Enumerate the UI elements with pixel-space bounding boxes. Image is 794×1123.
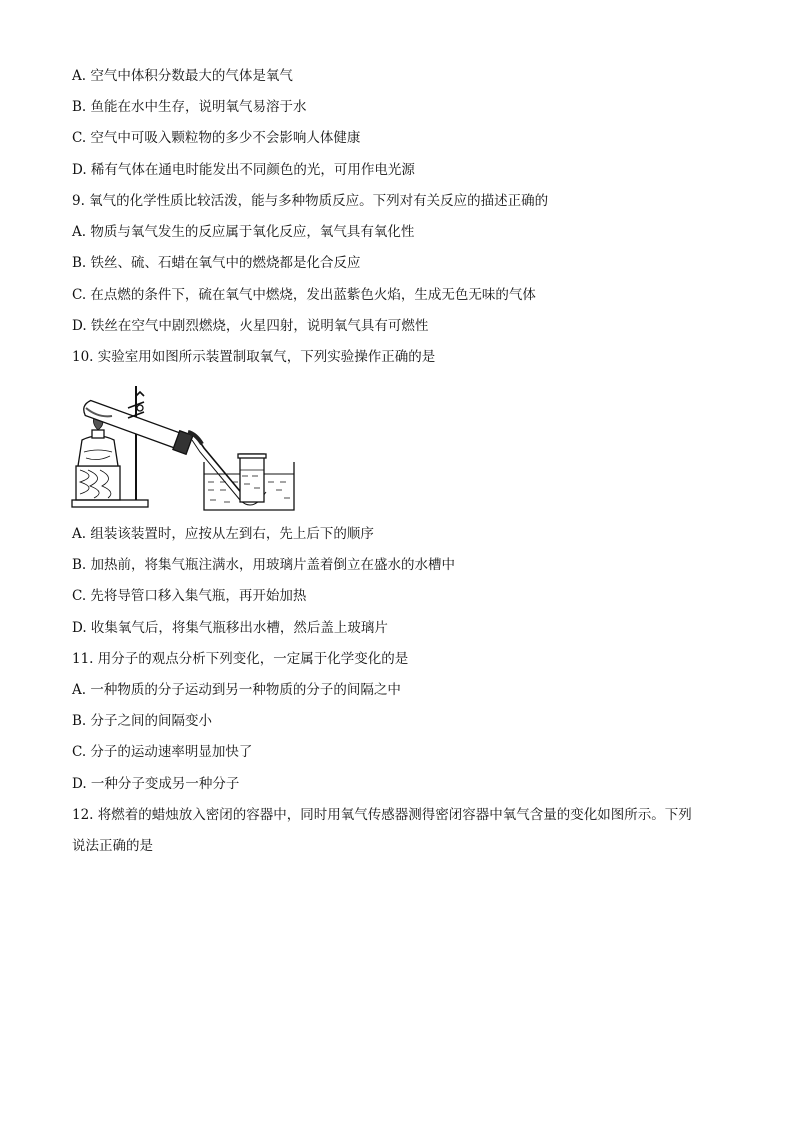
oxygen-preparation-apparatus-diagram	[68, 378, 298, 514]
q8-option-d: D. 稀有气体在通电时能发出不同颜色的光，可用作电光源	[72, 162, 415, 178]
q12-stem-line2: 说法正确的是	[72, 838, 153, 854]
q10-option-d: D. 收集氧气后，将集气瓶移出水槽，然后盖上玻璃片	[72, 620, 388, 636]
q9-option-c: C. 在点燃的条件下，硫在氧气中燃烧，发出蓝紫色火焰，生成无色无味的气体	[72, 287, 536, 303]
stand-base	[72, 500, 148, 507]
q8-option-a: A. 空气中体积分数最大的气体是氧气	[72, 68, 293, 84]
q10-option-a: A. 组装该装置时，应按从左到右，先上后下的顺序	[72, 526, 374, 542]
q11-option-c: C. 分子的运动速率明显加快了	[72, 744, 253, 760]
q8-option-b: B. 鱼能在水中生存，说明氧气易溶于水	[72, 99, 307, 115]
alcohol-lamp	[78, 436, 118, 466]
q10-option-c: C. 先将导管口移入集气瓶，再开始加热	[72, 588, 307, 604]
q8-option-c: C. 空气中可吸入颗粒物的多少不会影响人体健康	[72, 130, 361, 146]
q11-option-a: A. 一种物质的分子运动到另一种物质的分子的间隔之中	[72, 682, 401, 698]
q12-stem-line1: 12. 将燃着的蜡烛放入密闭的容器中，同时用氧气传感器测得密闭容器中氧气含量的变化如图所示。下列	[72, 807, 692, 823]
gas-collecting-bottle	[240, 454, 264, 502]
q9-option-d: D. 铁丝在空气中剧烈燃烧，火星四射，说明氧气具有可燃性	[72, 318, 429, 334]
q9-option-a: A. 物质与氧气发生的反应属于氧化反应，氧气具有氧化性	[72, 224, 415, 240]
q11-stem: 11. 用分子的观点分析下列变化，一定属于化学变化的是	[72, 651, 409, 667]
q9-stem: 9. 氧气的化学性质比较活泼，能与多种物质反应。下列对有关反应的描述正确的	[72, 193, 549, 209]
q9-option-b: B. 铁丝、硫、石蜡在氧气中的燃烧都是化合反应	[72, 255, 361, 271]
q10-option-b: B. 加热前，将集气瓶注满水，用玻璃片盖着倒立在盛水的水槽中	[72, 557, 456, 573]
q11-option-b: B. 分子之间的间隔变小	[72, 713, 213, 729]
q11-option-d: D. 一种分子变成另一种分子	[72, 776, 240, 792]
q10-stem: 10. 实验室用如图所示装置制取氧气，下列实验操作正确的是	[72, 349, 436, 365]
